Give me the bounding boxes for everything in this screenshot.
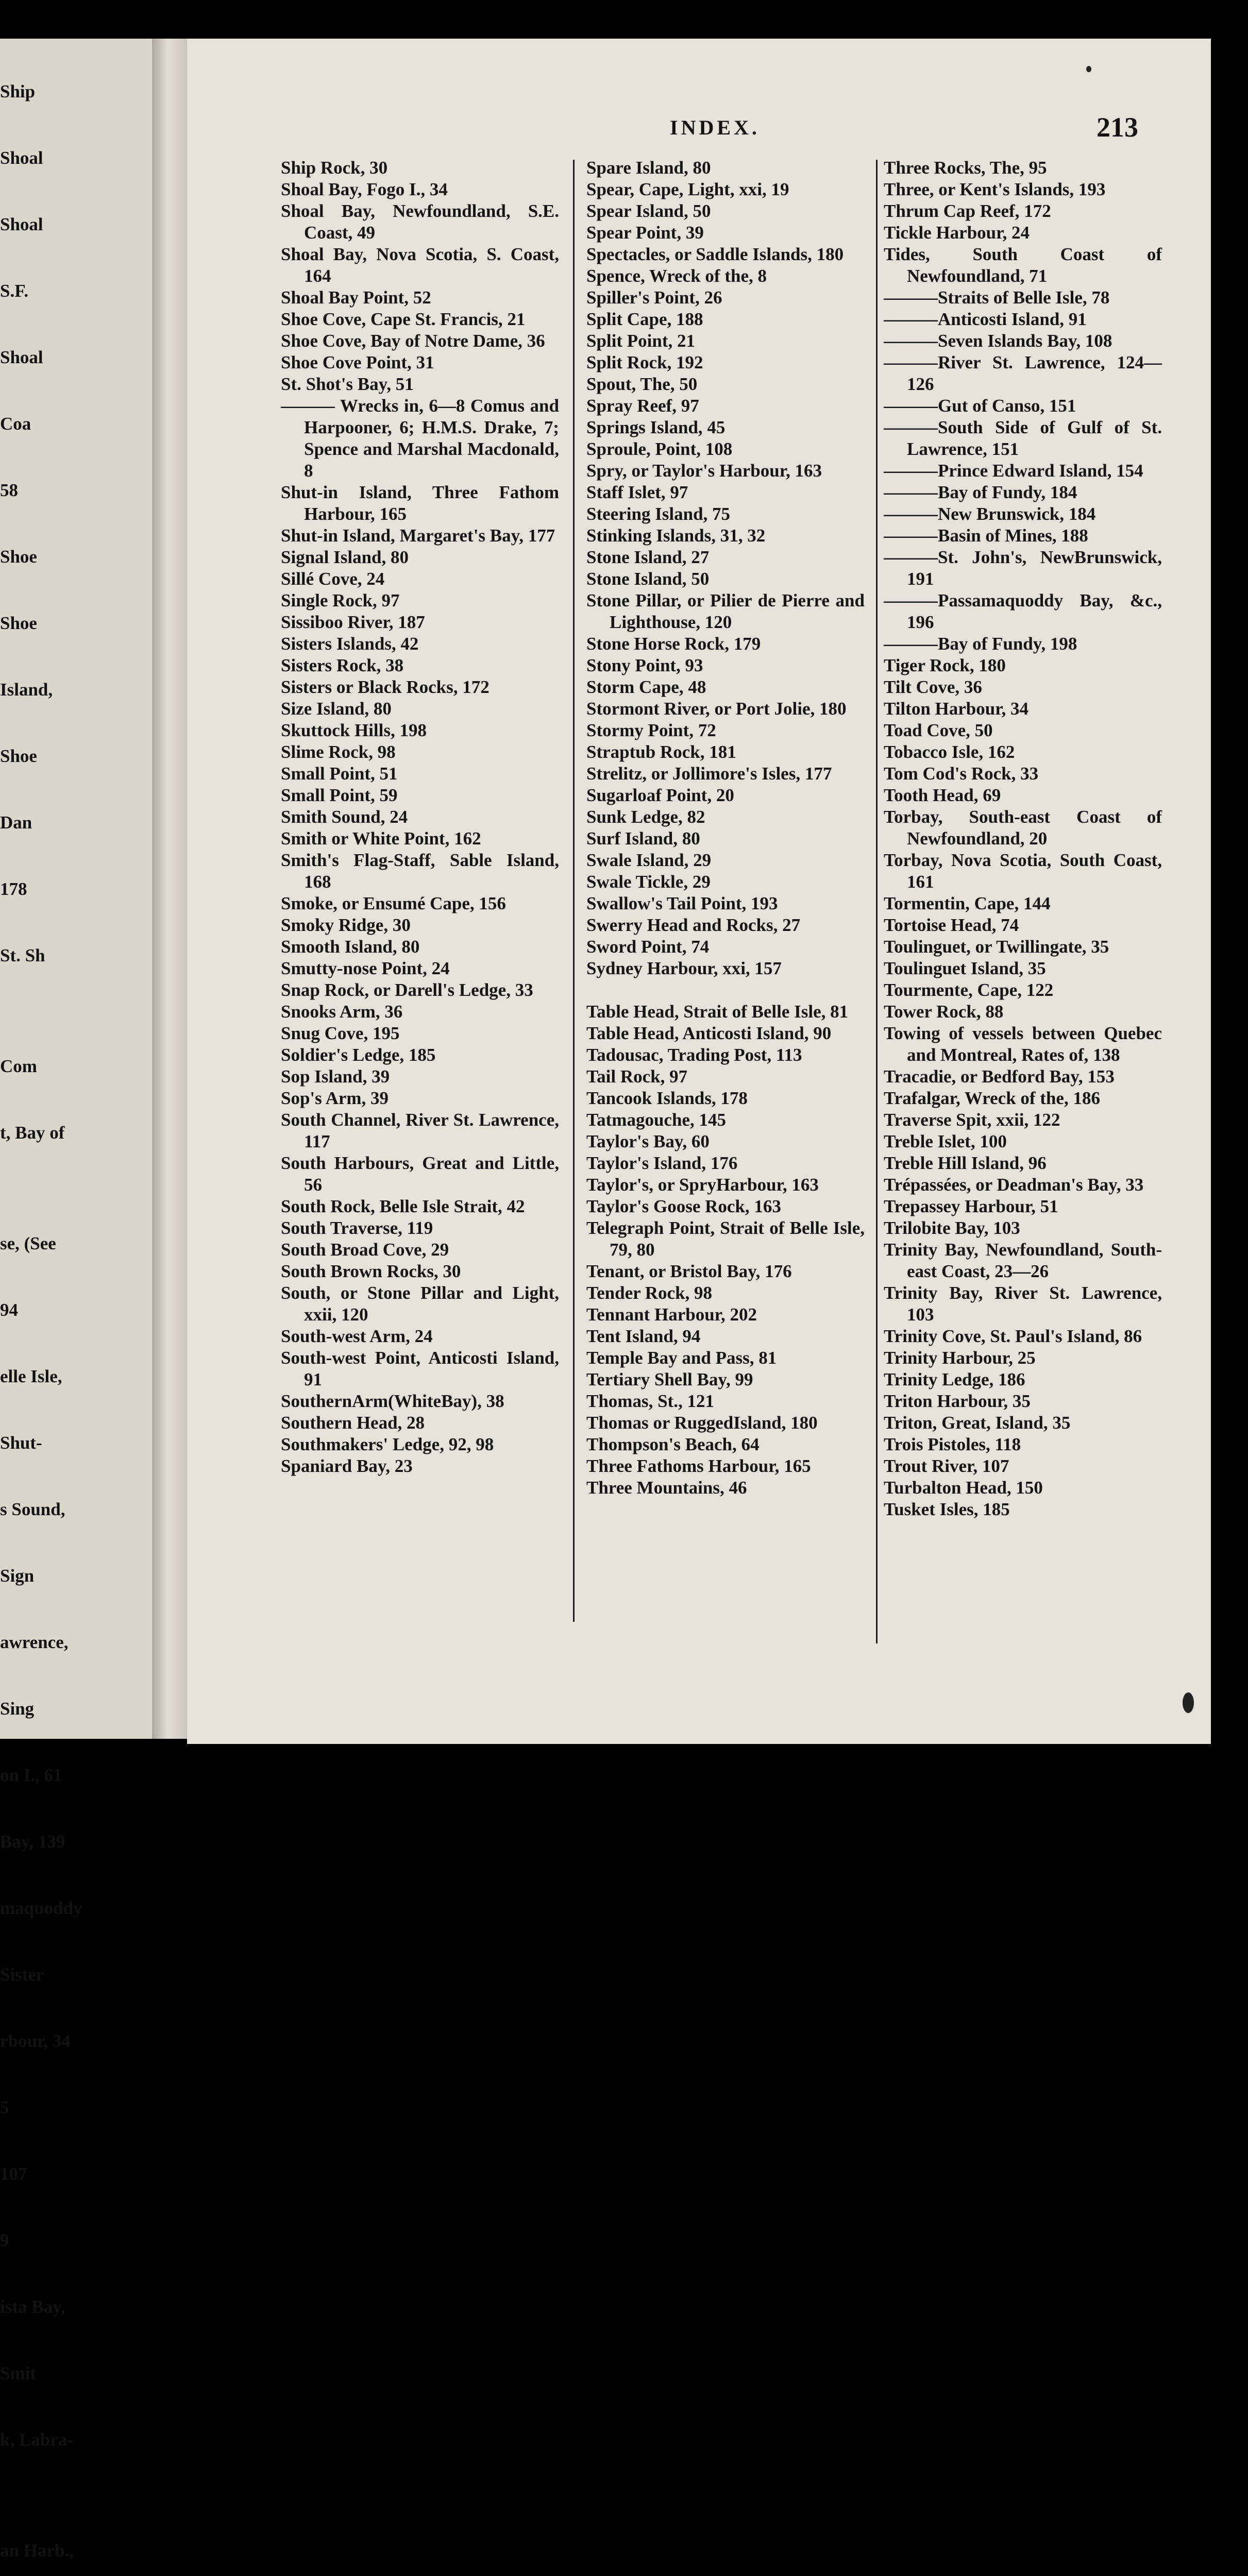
index-entry: Smoky Ridge, 30 <box>281 915 411 935</box>
index-entry: Tatmagouche, 145 <box>586 1110 726 1130</box>
index-entry: Straptub Rock, 181 <box>586 742 736 762</box>
index-entry: Taylor's Island, 176 <box>586 1153 738 1173</box>
index-entry: Tiger Rock, 180 <box>884 655 1006 675</box>
index-entry: Surf Island, 80 <box>586 828 700 849</box>
index-entry: ———Anticosti Island, 91 <box>884 309 1087 329</box>
index-entry: Treble Islet, 100 <box>884 1131 1007 1151</box>
left-fragment-line: 178 <box>0 879 27 899</box>
left-fragment-line: Shoal <box>0 214 43 234</box>
left-fragment-line: 107 <box>0 2164 27 2184</box>
index-entry: Turbalton Head, 150 <box>884 1478 1043 1498</box>
left-fragment-line: Com <box>0 1056 37 1076</box>
index-entry: Sillé Cove, 24 <box>281 569 385 589</box>
left-fragment-line: ista Bay, <box>0 2297 65 2317</box>
index-entry: Trout River, 107 <box>884 1456 1009 1476</box>
index-entry: Torbay, Nova Scotia, South Coast, 161 <box>884 850 1162 892</box>
index-entry: ———South Side of Gulf of St. Lawrence, 151 <box>884 417 1162 459</box>
index-entry: Tobacco Isle, 162 <box>884 742 1015 762</box>
index-entry: Spout, The, 50 <box>586 374 698 394</box>
left-fragment-line: Sister <box>0 1964 44 1985</box>
index-entry: Split Point, 21 <box>586 331 696 351</box>
index-entry: Small Point, 59 <box>281 785 398 805</box>
index-entry: Swale Tickle, 29 <box>586 872 711 892</box>
index-entry: Tadousac, Trading Post, 113 <box>586 1045 802 1065</box>
index-entry: Stormont River, or Port Jolie, 180 <box>586 699 847 719</box>
index-entry: Sydney Harbour, xxi, 157 <box>586 958 782 978</box>
left-fragment-line: awrence, <box>0 1632 69 1652</box>
index-entry: Trepassey Harbour, 51 <box>884 1196 1058 1216</box>
left-fragment-line: Shoe <box>0 746 37 766</box>
index-entry: Thomas, St., 121 <box>586 1391 714 1411</box>
page-number: 213 <box>1097 112 1138 143</box>
left-fragment-line: 5 <box>0 2097 9 2117</box>
index-entry: Taylor's Bay, 60 <box>586 1131 710 1151</box>
index-entry: Sunk Ledge, 82 <box>586 807 705 827</box>
column-divider <box>876 160 878 1643</box>
index-entry: Shut-in Island, Three Fathom Harbour, 165 <box>281 482 559 524</box>
index-entry: Trilobite Bay, 103 <box>884 1218 1020 1238</box>
column-divider <box>573 160 575 1622</box>
index-entry: Sisters Rock, 38 <box>281 655 404 675</box>
index-entry: Sproule, Point, 108 <box>586 439 733 459</box>
left-fragment-line: elle Isle, <box>0 1366 62 1386</box>
index-entry: Smutty-nose Point, 24 <box>281 958 450 978</box>
index-entry: Spear Island, 50 <box>586 201 711 221</box>
index-entry: Single Rock, 97 <box>281 590 400 611</box>
index-entry: Tilt Cove, 36 <box>884 677 982 697</box>
index-entry: ———Passamaquoddy Bay, &c., 196 <box>884 590 1162 632</box>
left-fragment-line: se, (See <box>0 1233 56 1253</box>
index-entry: Stone Pillar, or Pilier de Pierre and Lighthouse, 120 <box>586 590 865 632</box>
index-entry: Spray Reef, 97 <box>586 396 699 416</box>
index-entry: ———New Brunswick, 184 <box>884 504 1096 524</box>
index-entry: South Channel, River St. Lawrence, 117 <box>281 1110 559 1151</box>
index-entry: Tom Cod's Rock, 33 <box>884 764 1039 784</box>
index-entry: Snap Rock, or Darell's Ledge, 33 <box>281 980 533 1000</box>
index-entry: Triton, Great, Island, 35 <box>884 1413 1071 1433</box>
index-entry: ———Seven Islands Bay, 108 <box>884 331 1112 351</box>
index-entry: Trinity Bay, River St. Lawrence, 103 <box>884 1283 1162 1325</box>
index-entry: Storm Cape, 48 <box>586 677 706 697</box>
index-entry: Toulinguet, or Twillingate, 35 <box>884 937 1109 957</box>
index-entry: Tancook Islands, 178 <box>586 1088 748 1108</box>
left-fragment-line: St. Sh <box>0 945 45 965</box>
index-entry: ———Bay of Fundy, 184 <box>884 482 1077 502</box>
index-entry: Trinity Ledge, 186 <box>884 1369 1025 1389</box>
previous-page-text <box>0 36 155 2576</box>
left-fragment-line: 94 <box>0 1300 18 1320</box>
index-entry: Trafalgar, Wreck of the, 186 <box>884 1088 1100 1108</box>
index-entry: Tides, South Coast of Newfoundland, 71 <box>884 244 1162 286</box>
index-entry: Thompson's Beach, 64 <box>586 1434 760 1454</box>
index-entry: Taylor's, or SpryHarbour, 163 <box>586 1175 819 1195</box>
index-entry: Spiller's Point, 26 <box>586 287 722 308</box>
index-entry: ———Bay of Fundy, 198 <box>884 634 1077 654</box>
book-gutter <box>152 39 187 1739</box>
index-entry: Snooks Arm, 36 <box>281 1002 403 1022</box>
index-entry: Shoal Bay, Nova Scotia, S. Coast, 164 <box>281 244 559 286</box>
index-entry: Snug Cove, 195 <box>281 1023 400 1043</box>
index-entry: Signal Island, 80 <box>281 547 409 567</box>
index-entry: Stormy Point, 72 <box>586 720 716 740</box>
index-entry: Tusket Isles, 185 <box>884 1499 1010 1519</box>
index-entry: Treble Hill Island, 96 <box>884 1153 1047 1173</box>
index-entry: ——— Wrecks in, 6—8 Comus and Harpooner, 6; H.M.S. Drake, 7; Spence and Marshal Macdonald, 8 <box>281 396 559 481</box>
index-entry: ———Basin of Mines, 188 <box>884 526 1088 546</box>
left-fragment-line: rbour, 34 <box>0 2031 71 2051</box>
index-entry: Shoe Cove, Bay of Notre Dame, 36 <box>281 331 545 351</box>
index-entry: Three Fathoms Harbour, 165 <box>586 1456 811 1476</box>
index-entry: Sugarloaf Point, 20 <box>586 785 734 805</box>
index-entry: Smooth Island, 80 <box>281 937 420 957</box>
index-entry: Toad Cove, 50 <box>884 720 993 740</box>
index-entry: Trinity Harbour, 25 <box>884 1348 1036 1368</box>
left-fragment-line: Shut- <box>0 1433 42 1453</box>
index-entry: Sissiboo River, 187 <box>281 612 425 632</box>
left-fragment-line: k, Labra- <box>0 2430 73 2450</box>
index-entry: Tennant Harbour, 202 <box>586 1304 757 1325</box>
index-entry: Stony Point, 93 <box>586 655 703 675</box>
index-entry: Spare Island, 80 <box>586 158 711 178</box>
index-entry: Three Rocks, The, 95 <box>884 158 1047 178</box>
index-entry: Shoal Bay Point, 52 <box>281 287 431 308</box>
left-fragment-line: Sign <box>0 1566 35 1586</box>
index-entry: Split Cape, 188 <box>586 309 703 329</box>
entry-gap <box>586 979 865 1001</box>
left-fragment-line: Shoe <box>0 613 37 633</box>
index-entry: Torbay, South-east Coast of Newfoundland, 20 <box>884 807 1162 849</box>
index-entry: South, or Stone Pillar and Light, xxii, 120 <box>281 1283 559 1325</box>
index-entry: South Harbours, Great and Little, 56 <box>281 1153 559 1195</box>
index-entry: Swerry Head and Rocks, 27 <box>586 915 801 935</box>
index-entry: Stinking Islands, 31, 32 <box>586 526 766 546</box>
index-entry: Strelitz, or Jollimore's Isles, 177 <box>586 764 832 784</box>
index-entry: Tortoise Head, 74 <box>884 915 1019 935</box>
index-entry: ———Straits of Belle Isle, 78 <box>884 287 1110 308</box>
left-fragment-line: Shoal <box>0 148 43 168</box>
index-entry: South Broad Cove, 29 <box>281 1240 449 1260</box>
index-entry: South-west Arm, 24 <box>281 1326 433 1346</box>
index-entry: Taylor's Goose Rock, 163 <box>586 1196 781 1216</box>
index-entry: Shut-in Island, Margaret's Bay, 177 <box>281 526 555 546</box>
left-fragment-line: on I., 61 <box>0 1765 62 1785</box>
index-entry: Three, or Kent's Islands, 193 <box>884 179 1106 199</box>
index-entry: South Traverse, 119 <box>281 1218 433 1238</box>
index-entry: Tail Rock, 97 <box>586 1066 688 1087</box>
index-entry: Smoke, or Ensumé Cape, 156 <box>281 893 506 913</box>
index-entry: Spectacles, or Saddle Islands, 180 <box>586 244 844 264</box>
index-entry: Stone Island, 27 <box>586 547 710 567</box>
index-entry: Split Rock, 192 <box>586 352 703 372</box>
index-entry: ———St. John's, NewBrunswick, 191 <box>884 547 1162 589</box>
ink-spot <box>1086 66 1091 72</box>
index-entry: Sword Point, 74 <box>586 937 710 957</box>
index-entry: Thomas or RuggedIsland, 180 <box>586 1413 818 1433</box>
index-entry: Shoal Bay, Newfoundland, S.E. Coast, 49 <box>281 201 559 243</box>
index-entry: Shoe Cove, Cape St. Francis, 21 <box>281 309 526 329</box>
index-entry: Spear Point, 39 <box>586 223 704 243</box>
index-entry: Steering Island, 75 <box>586 504 731 524</box>
index-entry: Skuttock Hills, 198 <box>281 720 427 740</box>
index-entry: Smith or White Point, 162 <box>281 828 481 849</box>
left-fragment-line: Shoal <box>0 347 43 367</box>
left-fragment-line: Ship <box>0 81 36 101</box>
index-entry: Towing of vessels between Quebec and Montreal, Rates of, 138 <box>884 1023 1162 1065</box>
index-entry: Ship Rock, 30 <box>281 158 388 178</box>
left-fragment-line: maquoddy <box>0 1898 82 1918</box>
index-entry: Stone Island, 50 <box>586 569 710 589</box>
index-entry: South-west Point, Anticosti Island, 91 <box>281 1348 559 1389</box>
index-entry: Tenant, or Bristol Bay, 176 <box>586 1261 792 1281</box>
index-entry: Spence, Wreck of the, 8 <box>586 266 767 286</box>
index-entry: Spear, Cape, Light, xxi, 19 <box>586 179 789 199</box>
left-fragment-line: 58 <box>0 480 18 500</box>
index-entry: St. Shot's Bay, 51 <box>281 374 414 394</box>
left-fragment-line: Island, <box>0 680 53 700</box>
index-column-1 <box>281 157 559 1477</box>
page-title: INDEX. <box>670 116 760 139</box>
index-entry: Three Mountains, 46 <box>586 1478 747 1498</box>
index-entry: Sop's Arm, 39 <box>281 1088 389 1108</box>
index-entry: Small Point, 51 <box>281 764 398 784</box>
left-fragment-line: s Sound, <box>0 1499 65 1519</box>
index-entry: Telegraph Point, Strait of Belle Isle, 79, 80 <box>586 1218 865 1260</box>
left-fragment-line: S.F. <box>0 281 29 301</box>
index-entry: Shoe Cove Point, 31 <box>281 352 434 372</box>
index-entry: Tooth Head, 69 <box>884 785 1001 805</box>
index-entry: Table Head, Anticosti Island, 90 <box>586 1023 832 1043</box>
left-fragment-line: 9 <box>0 2230 9 2250</box>
index-column-2 <box>586 157 865 1499</box>
index-entry: Smith's Flag-Staff, Sable Island, 168 <box>281 850 559 892</box>
index-entry: Slime Rock, 98 <box>281 742 396 762</box>
index-entry: Sisters or Black Rocks, 172 <box>281 677 490 697</box>
index-entry: Southmakers' Ledge, 92, 98 <box>281 1434 494 1454</box>
index-entry: Tertiary Shell Bay, 99 <box>586 1369 753 1389</box>
index-entry: Toulinguet Island, 35 <box>884 958 1046 978</box>
left-fragment-line: Shoe <box>0 547 37 567</box>
index-entry: Staff Islet, 97 <box>586 482 688 502</box>
index-entry: Tickle Harbour, 24 <box>884 223 1030 243</box>
index-entry: Springs Island, 45 <box>586 417 726 437</box>
index-entry: Spaniard Bay, 23 <box>281 1456 413 1476</box>
index-entry: Southern Head, 28 <box>281 1413 425 1433</box>
left-fragment-line: t, Bay of <box>0 1123 65 1143</box>
index-entry: Tender Rock, 98 <box>586 1283 713 1303</box>
index-entry: South Rock, Belle Isle Strait, 42 <box>281 1196 525 1216</box>
left-fragment-line: Sing <box>0 1699 35 1719</box>
index-entry: Tourmente, Cape, 122 <box>884 980 1054 1000</box>
index-entry: Table Head, Strait of Belle Isle, 81 <box>586 1002 849 1022</box>
index-entry: Stone Horse Rock, 179 <box>586 634 761 654</box>
index-entry: Swallow's Tail Point, 193 <box>586 893 778 913</box>
index-entry: Trois Pistoles, 118 <box>884 1434 1021 1454</box>
index-entry: Sop Island, 39 <box>281 1066 390 1087</box>
index-entry: Soldier's Ledge, 185 <box>281 1045 436 1065</box>
index-entry: Trinity Cove, St. Paul's Island, 86 <box>884 1326 1142 1346</box>
index-entry: Trépassées, or Deadman's Bay, 33 <box>884 1175 1144 1195</box>
left-fragment-line: an Harb., <box>0 2540 74 2561</box>
left-fragment-line: Bay, 139 <box>0 1832 65 1852</box>
index-entry: SouthernArm(WhiteBay), 38 <box>281 1391 504 1411</box>
index-entry: ———Prince Edward Island, 154 <box>884 461 1143 481</box>
index-entry: Shoal Bay, Fogo I., 34 <box>281 179 448 199</box>
index-entry: Swale Island, 29 <box>586 850 712 870</box>
index-entry: Triton Harbour, 35 <box>884 1391 1031 1411</box>
index-entry: Trinity Bay, Newfoundland, South-east Coast, 23—26 <box>884 1240 1162 1281</box>
index-entry: Temple Bay and Pass, 81 <box>586 1348 777 1368</box>
index-entry: ———River St. Lawrence, 124—126 <box>884 352 1162 394</box>
index-column-3 <box>884 157 1162 1520</box>
left-fragment-line: Coa <box>0 414 31 434</box>
index-entry: Traverse Spit, xxii, 122 <box>884 1110 1060 1130</box>
index-entry: Sisters Islands, 42 <box>281 634 419 654</box>
index-entry: Thrum Cap Reef, 172 <box>884 201 1051 221</box>
index-entry: Spry, or Taylor's Harbour, 163 <box>586 461 822 481</box>
index-entry: Tormentin, Cape, 144 <box>884 893 1051 913</box>
index-entry: Size Island, 80 <box>281 699 392 719</box>
index-entry: Tent Island, 94 <box>586 1326 701 1346</box>
index-entry: Tower Rock, 88 <box>884 1002 1004 1022</box>
index-entry: Tracadie, or Bedford Bay, 153 <box>884 1066 1115 1087</box>
index-entry: South Brown Rocks, 30 <box>281 1261 461 1281</box>
left-fragment-line: Smit <box>0 2363 36 2383</box>
ink-spot <box>1183 1692 1194 1713</box>
index-entry: Smith Sound, 24 <box>281 807 408 827</box>
left-fragment-line: Dan <box>0 812 32 833</box>
index-entry: Tilton Harbour, 34 <box>884 699 1029 719</box>
index-entry: ———Gut of Canso, 151 <box>884 396 1076 416</box>
